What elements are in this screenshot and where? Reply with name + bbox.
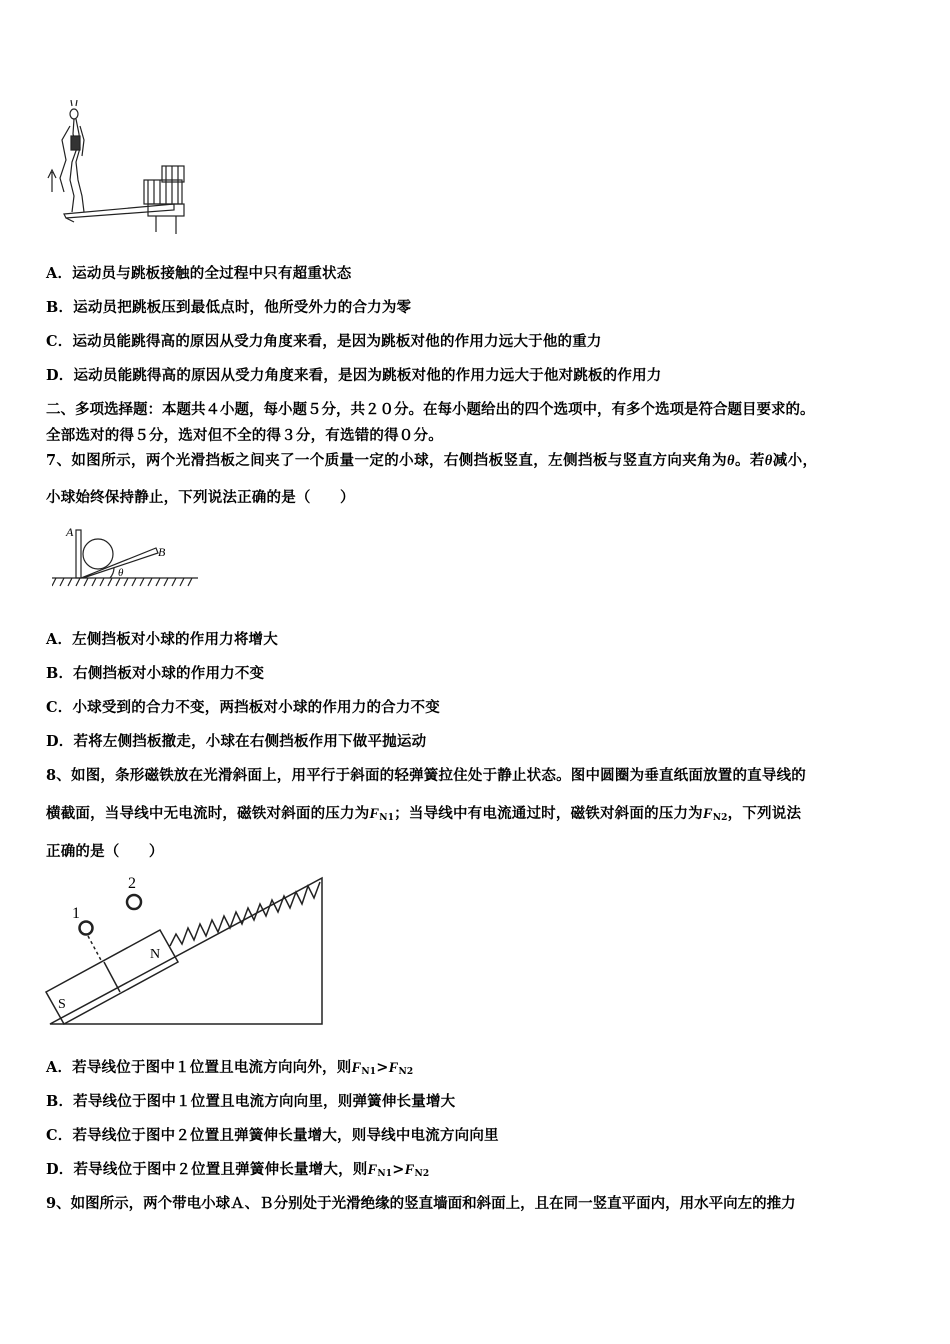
q8-option-c: C．若导线位于图中２位置且弹簧伸长量增大，则导线中电流方向向里 [46, 1127, 499, 1144]
fig7-label-theta: θ [118, 567, 124, 579]
section2-instruction-2: 全部选对的得５分，选对但不全的得３分，有选错的得０分。 [46, 427, 443, 444]
q8-stem-line1: 8、如图，条形磁铁放在光滑斜面上，用平行于斜面的轻弹簧拉住处于静止状态。图中圆圈为垂直纸面放置的直导线的 [46, 767, 806, 784]
q8-stem-line2: 横截面，当导线中无电流时，磁铁对斜面的压力为$F_{N1}$；当导线中有电流通过时，磁铁对斜面的压力为$F_{N2}$，下列说法 [46, 805, 802, 823]
q8-stem-line3: 正确的是（ ） [46, 843, 164, 860]
q8-option-d: D．若导线位于图中２位置且弹簧伸长量增大，则$F_{N1}>F_{N2}$ [46, 1161, 430, 1179]
q7-option-d: D．若将左侧挡板撤走，小球在右侧挡板作用下做平抛运动 [46, 733, 427, 750]
diving-board-figure [44, 100, 194, 240]
fig8-label-n: N [150, 947, 161, 962]
ball-boards-figure [52, 520, 202, 592]
q7-stem-line1: 7、如图所示，两个光滑挡板之间夹了一个质量一定的小球，右侧挡板竖直，左侧挡板与竖直方向夹角为θ。若θ减小， [46, 452, 818, 469]
q6-option-a: A．运动员与跳板接触的全过程中只有超重状态 [46, 265, 352, 282]
q6-option-b: B．运动员把跳板压到最低点时，他所受外力的合力为零 [46, 299, 412, 316]
q7-option-c: C．小球受到的合力不变，两挡板对小球的作用力的合力不变 [46, 699, 440, 716]
fig7-label-b: B [158, 545, 166, 559]
q7-option-b: B．右侧挡板对小球的作用力不变 [46, 665, 265, 682]
q7-stem-line2: 小球始终保持静止，下列说法正确的是（ ） [46, 489, 355, 506]
q6-option-c: C．运动员能跳得高的原因从受力角度来看，是因为跳板对他的作用力远大于他的重力 [46, 333, 602, 350]
q6-option-d: D．运动员能跳得高的原因从受力角度来看，是因为跳板对他的作用力远大于他对跳板的作用力 [46, 367, 662, 384]
q8-option-a: A．若导线位于图中１位置且电流方向向外，则$F_{N1}>F_{N2}$ [46, 1059, 414, 1077]
fig8-label-1: 1 [72, 905, 80, 922]
q7-option-a: A．左侧挡板对小球的作用力将增大 [46, 631, 278, 648]
fig7-label-a: A [66, 525, 74, 539]
fig8-label-s: S [58, 997, 66, 1012]
q8-option-b: B．若导线位于图中１位置且电流方向向里，则弹簧伸长量增大 [46, 1093, 456, 1110]
magnet-incline-figure [42, 864, 332, 1030]
section2-instruction-1: 二、多项选择题：本题共４小题，每小题５分，共２０分。在每小题给出的四个选项中，有多个选项是符合题目要求的。 [46, 401, 815, 418]
fig8-label-2: 2 [128, 875, 136, 892]
q9-stem-line1: 9、如图所示，两个带电小球Ａ、Ｂ分别处于光滑绝缘的竖直墙面和斜面上，且在同一竖直平面内，用水平向左的推力 [46, 1195, 796, 1212]
